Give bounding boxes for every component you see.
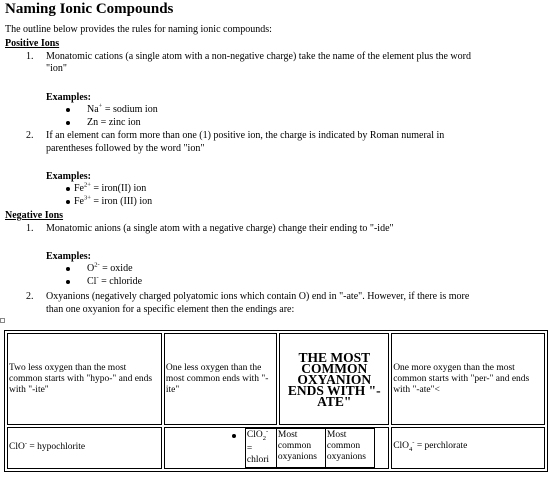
table-header-row	[7, 333, 545, 425]
positive-rule2-line2: parentheses followed by the word "ion"	[46, 143, 205, 154]
oxyanion-table	[4, 330, 548, 472]
negative-rule2-line2: than one oxyanion for a specific element then the endings are:	[46, 304, 295, 315]
header-cell-hypo: Two less oxygen than the most common starts with "hypo-" and ends with "-ite"	[7, 333, 162, 425]
bullet-icon	[66, 187, 70, 191]
negative-rule2-line1: Oxyanions (negatively charged polyatomic ions which contain O) end in "-ate". However, if there is more	[46, 291, 470, 302]
header-cell-per: One more oxygen than the most common starts with "per-" and ends with "-ate"<	[391, 333, 545, 425]
negative-rule1-line1: Monatomic anions (a single atom with a negative charge) change their ending to "-ide"	[46, 223, 394, 234]
positive-examples-label: Examples:	[46, 92, 91, 103]
negative-rule2-number: 2.	[26, 291, 34, 302]
bullet-icon	[66, 108, 70, 112]
positive-rule1-number: 1.	[26, 51, 34, 62]
bullet-icon	[66, 200, 70, 204]
example-zinc: Zn = zinc ion	[87, 117, 141, 128]
bullet-icon	[66, 267, 70, 271]
negative-ions-heading: Negative Ions	[5, 210, 64, 221]
nested-table	[245, 428, 375, 468]
bullet-icon	[66, 280, 70, 284]
positive-rule1-line2: "ion"	[46, 63, 67, 74]
table-row	[7, 427, 545, 469]
header-cell-ite: One less oxygen than the most common ends with "-ite"	[164, 333, 278, 425]
cell-nested	[164, 427, 389, 469]
positive-rule2-line1: If an element can form more than one (1) positive ion, the charge is indicated by Roman numeral in	[46, 130, 445, 141]
bullet-icon	[66, 121, 70, 125]
cell-hypochlorite: ClO- = hypochlorite	[7, 427, 162, 469]
example-chloride: Cl- = chloride	[87, 274, 143, 287]
cell-chlorite: ClO$_2$- = chlori	[245, 429, 276, 468]
cell-perchlorate: ClO$_4$- = perchlorate	[391, 427, 545, 469]
example-oxide: $O^{2-}$ = oxide	[87, 261, 133, 274]
bullet-icon	[232, 434, 236, 438]
negative-rule1-number: 1.	[26, 223, 34, 234]
example-iron-ii: $Fe^{2+}$ = iron(II) ion	[74, 181, 147, 194]
positive-rule1-line1: Monatomic cations (a single atom with a non-negative charge) take the name of the element plus the word	[46, 51, 471, 62]
header-cell-most-common: THE MOST COMMON OXYANION ENDS WITH "-ATE"	[279, 333, 389, 425]
example-iron-iii: $Fe^{3+}$ = iron (III) ion	[74, 194, 153, 207]
example-sodium: Na+ = sodium ion	[87, 102, 158, 115]
positive-examples2-label: Examples:	[46, 171, 91, 182]
cell-most-common-b: Most common oxyanions	[325, 429, 374, 468]
positive-rule2-number: 2.	[26, 130, 34, 141]
positive-ions-heading: Positive Ions	[5, 38, 60, 49]
negative-examples-label: Examples:	[46, 251, 91, 262]
intro-text: The outline below provides the rules for naming ionic compounds:	[5, 24, 272, 35]
page-title: Naming Ionic Compounds	[5, 1, 174, 17]
cell-most-common-a: Most common oxyanions	[276, 429, 325, 468]
table-move-handle[interactable]	[0, 318, 5, 323]
